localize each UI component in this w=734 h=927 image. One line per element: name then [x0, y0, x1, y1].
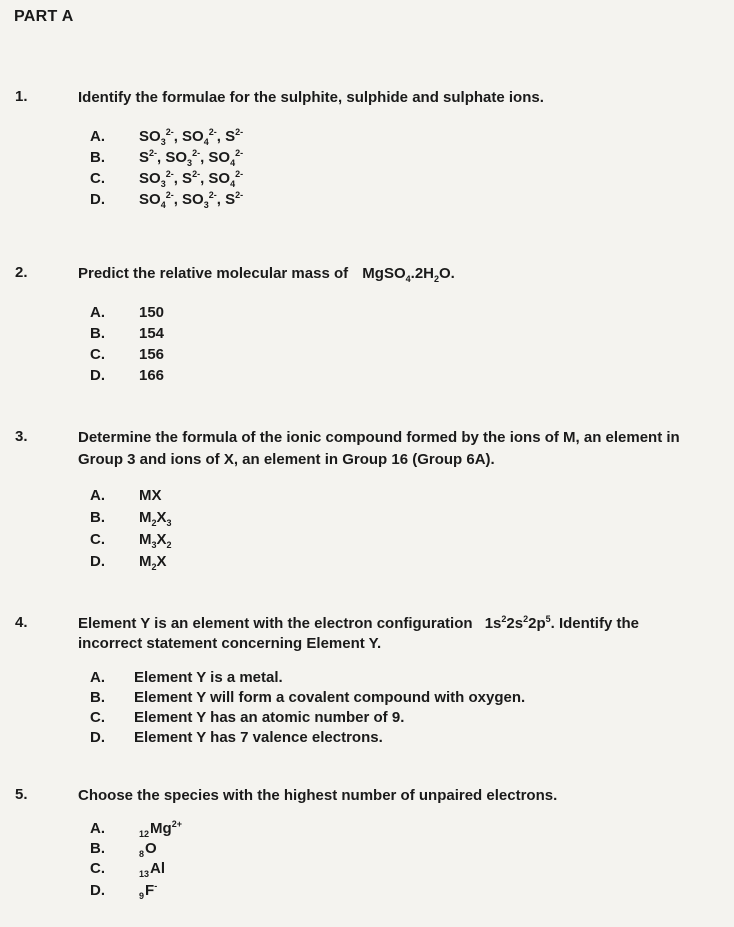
- q1-option-c-value: $SO_3^{2-}$, $S^{2-}$, $SO_4^{2-}$: [139, 169, 244, 189]
- q2-option-a-letter: A.: [90, 304, 105, 321]
- question-4-text-prefix: Element Y is an element with the electron configuration: [78, 615, 473, 632]
- q3-option-c-value: $M_3X_2$: [139, 531, 172, 550]
- q5-option-c-value: $_{13}$Al: [139, 860, 166, 879]
- q5-option-a-letter: A.: [90, 820, 105, 837]
- question-3-text-line2: Group 3 and ions of X, an element in Group 16 (Group 6A).: [78, 451, 495, 468]
- question-2-text: [78, 264, 455, 283]
- question-4-text-line1: [78, 614, 718, 633]
- question-5-text: Choose the species with the highest number of unpaired electrons.: [78, 787, 558, 804]
- question-3-text-line1: Determine the formula of the ionic compound formed by the ions of M, an element in: [78, 429, 680, 446]
- question-2-text-prefix: Predict the relative molecular mass of: [78, 265, 349, 282]
- q2-option-c-value: 156: [139, 346, 165, 363]
- q3-option-a-letter: A.: [90, 487, 105, 504]
- question-2-number: 2.: [15, 264, 28, 281]
- q2-option-b-letter: B.: [90, 325, 105, 342]
- question-3-number: 3.: [15, 428, 28, 445]
- question-4-number: 4.: [15, 614, 28, 631]
- q3-option-d-value: $M_2X$: [139, 553, 167, 572]
- question-1-number: 1.: [15, 88, 28, 105]
- q4-option-d-letter: D.: [90, 729, 105, 746]
- q5-option-c-letter: C.: [90, 860, 105, 877]
- q3-option-c-letter: C.: [90, 531, 105, 548]
- question-2-formula: $MgSO_4.2H_2O$.: [362, 265, 455, 284]
- q4-option-b-value: Element Y will form a covalent compound with oxygen.: [134, 689, 526, 706]
- q2-option-d-value: 166: [139, 367, 165, 384]
- q1-option-a-value: $SO_3^{2-}$, $SO_4^{2-}$, $S^{2-}$: [139, 127, 244, 147]
- q5-option-d-value: $_9$F-: [139, 881, 158, 901]
- question-4-config: $1s^22s^22p^5$: [484, 614, 551, 632]
- q2-option-a-value: 150: [139, 304, 165, 321]
- question-4-text-suffix: . Identify the: [550, 615, 639, 632]
- q1-option-a-letter: A.: [90, 128, 105, 145]
- q5-option-b-value: $_8$O: [139, 840, 157, 859]
- q4-option-a-value: Element Y is a metal.: [134, 669, 283, 686]
- q2-option-b-value: 154: [139, 325, 165, 342]
- q5-option-a-value: $_{12}Mg^{2+}$: [139, 819, 182, 839]
- part-title: PART A: [14, 8, 74, 25]
- q4-option-a-letter: A.: [90, 669, 105, 686]
- q5-option-d-letter: D.: [90, 882, 105, 899]
- q5-option-b-letter: B.: [90, 840, 105, 857]
- question-4-text-line2: incorrect statement concerning Element Y.: [78, 635, 382, 652]
- q1-option-d-value: $SO_4^{2-}$, $SO_3^{2-}$, $S^{2-}$: [139, 190, 244, 210]
- q1-option-b-letter: B.: [90, 149, 105, 166]
- q3-option-a-value: MX: [139, 487, 162, 504]
- q3-option-b-letter: B.: [90, 509, 105, 526]
- q1-option-d-letter: D.: [90, 191, 105, 208]
- q4-option-d-value: Element Y has 7 valence electrons.: [134, 729, 383, 746]
- q4-option-c-letter: C.: [90, 709, 105, 726]
- q4-option-b-letter: B.: [90, 689, 105, 706]
- q1-option-b-value: $S^{2-}$, $SO_3^{2-}$, $SO_4^{2-}$: [139, 148, 244, 168]
- q1-option-c-letter: C.: [90, 170, 105, 187]
- q2-option-c-letter: C.: [90, 346, 105, 363]
- q3-option-d-letter: D.: [90, 553, 105, 570]
- q4-option-c-value: Element Y has an atomic number of 9.: [134, 709, 405, 726]
- q3-option-b-value: $M_2X_3$: [139, 509, 172, 528]
- question-5-number: 5.: [15, 786, 28, 803]
- q2-option-d-letter: D.: [90, 367, 105, 384]
- question-1-text: Identify the formulae for the sulphite, sulphide and sulphate ions.: [78, 89, 544, 106]
